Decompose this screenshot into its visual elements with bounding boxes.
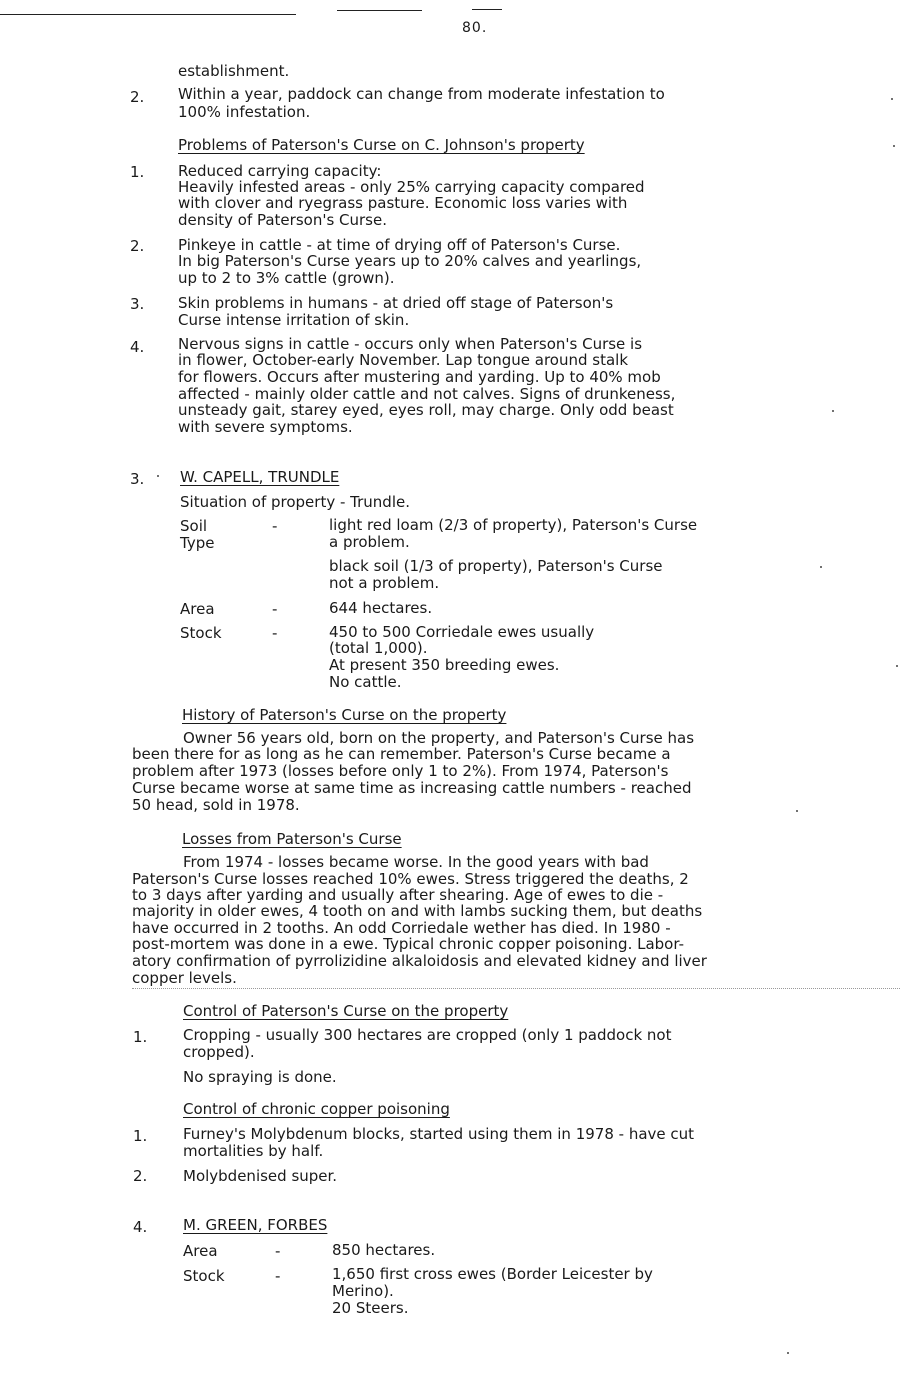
- capell-losses-line: post-mortem was done in a ewe. Typical chronic copper poisoning. Labor-: [132, 935, 684, 953]
- capell-copper-number: 1.: [133, 1127, 148, 1145]
- capell-copper-line: Molybdenised super.: [183, 1167, 338, 1185]
- capell-number: 3.: [130, 470, 145, 488]
- top-rule-left: [0, 14, 296, 15]
- intro-item-line: 100% infestation.: [178, 103, 311, 121]
- top-rule-right: [472, 9, 502, 10]
- johnson-item-number: 2.: [130, 237, 145, 255]
- capell-soil-value: not a problem.: [329, 574, 440, 592]
- capell-copper-line: Furney's Molybdenum blocks, started using them in 1978 - have cut: [183, 1125, 695, 1143]
- johnson-item-line: affected - mainly older cattle and not calves. Signs of drunkeness,: [178, 385, 676, 403]
- johnson-heading: Problems of Paterson's Curse on C. Johnson's property: [178, 136, 585, 154]
- capell-soil-dash: -: [272, 517, 278, 535]
- capell-history-line: problem after 1973 (losses before only 1 to 2%). From 1974, Paterson's: [132, 762, 669, 780]
- green-area-value: 850 hectares.: [332, 1241, 436, 1259]
- johnson-item-line: unsteady gait, starey eyed, eyes roll, may charge. Only odd beast: [178, 401, 674, 419]
- scan-speck: [896, 665, 898, 667]
- johnson-item-line: Heavily infested areas - only 25% carrying capacity compared: [178, 178, 645, 196]
- johnson-item-line: Curse intense irritation of skin.: [178, 311, 410, 329]
- green-area-dash: -: [275, 1242, 281, 1260]
- capell-losses-line: Paterson's Curse losses reached 10% ewes. Stress triggered the deaths, 2: [132, 870, 689, 888]
- johnson-item-line: Skin problems in humans - at dried off stage of Paterson's: [178, 294, 614, 312]
- scan-speck: [820, 566, 822, 568]
- page-number: 80.: [462, 20, 488, 36]
- green-heading: M. GREEN, FORBES: [183, 1216, 328, 1234]
- capell-soil-value: light red loam (2/3 of property), Paterson's Curse: [329, 516, 698, 534]
- capell-losses-line: From 1974 - losses became worse. In the good years with bad: [183, 853, 649, 871]
- intro-line: establishment.: [178, 62, 290, 80]
- capell-losses-line: to 3 days after yarding and usually after shearing. Age of ewes to die -: [132, 886, 664, 904]
- capell-losses-line: atory confirmation of pyrrolizidine alkaloidosis and elevated kidney and liver: [132, 952, 707, 970]
- scan-speck: [891, 98, 893, 100]
- capell-losses-heading: Losses from Paterson's Curse: [182, 830, 402, 848]
- top-rule-mid: [337, 10, 422, 11]
- capell-soil-value: a problem.: [329, 533, 410, 551]
- capell-stock-dash: -: [272, 624, 278, 642]
- green-stock-label: Stock: [183, 1267, 225, 1285]
- capell-control-line: cropped).: [183, 1043, 255, 1061]
- capell-losses-line: copper levels.: [132, 969, 237, 987]
- green-area-label: Area: [183, 1242, 218, 1260]
- johnson-item-number: 4.: [130, 338, 145, 356]
- scan-speck: [157, 475, 159, 477]
- intro-item-number: 2.: [130, 88, 145, 106]
- scan-speck: [796, 810, 798, 812]
- capell-control-heading: Control of Paterson's Curse on the property: [183, 1002, 509, 1020]
- capell-copper-heading: Control of chronic copper poisoning: [183, 1100, 450, 1118]
- capell-soil-value: black soil (1/3 of property), Paterson's Curse: [329, 557, 663, 575]
- capell-control-number: 1.: [133, 1028, 148, 1046]
- capell-stock-label: Stock: [180, 624, 222, 642]
- johnson-item-line: with clover and ryegrass pasture. Economic loss varies with: [178, 194, 628, 212]
- johnson-item-line: for flowers. Occurs after mustering and yarding. Up to 40% mob: [178, 368, 661, 386]
- capell-losses-line: majority in older ewes, 4 tooth on and with lambs sucking them, but deaths: [132, 902, 703, 920]
- johnson-item-line: Reduced carrying capacity:: [178, 162, 382, 180]
- capell-soil-label: Soil: [180, 517, 208, 535]
- green-number: 4.: [133, 1218, 148, 1236]
- scan-speck: [787, 1352, 789, 1354]
- capell-control-line: Cropping - usually 300 hectares are cropped (only 1 paddock not: [183, 1026, 672, 1044]
- scan-speck: [893, 145, 895, 147]
- johnson-item-line: Pinkeye in cattle - at time of drying off of Paterson's Curse.: [178, 236, 621, 254]
- capell-losses-line: have occurred in 2 tooths. An odd Corriedale wether has died. In 1980 -: [132, 919, 671, 937]
- capell-copper-line: mortalities by half.: [183, 1142, 324, 1160]
- capell-stock-value: 450 to 500 Corriedale ewes usually: [329, 623, 595, 641]
- green-stock-value: 1,650 first cross ewes (Border Leicester by: [332, 1265, 653, 1283]
- johnson-item-number: 3.: [130, 295, 145, 313]
- capell-soil-label: Type: [180, 534, 215, 552]
- capell-situation: Situation of property - Trundle.: [180, 493, 410, 511]
- capell-area-value: 644 hectares.: [329, 599, 433, 617]
- green-stock-value: Merino).: [332, 1282, 394, 1300]
- green-stock-value: 20 Steers.: [332, 1299, 409, 1317]
- johnson-item-line: In big Paterson's Curse years up to 20% calves and yearlings,: [178, 252, 642, 270]
- capell-history-line: Owner 56 years old, born on the property, and Paterson's Curse has: [183, 729, 695, 747]
- johnson-item-line: Nervous signs in cattle - occurs only when Paterson's Curse is: [178, 335, 643, 353]
- johnson-item-line: up to 2 to 3% cattle (grown).: [178, 269, 395, 287]
- capell-stock-value: (total 1,000).: [329, 639, 428, 657]
- capell-area-label: Area: [180, 600, 215, 618]
- capell-area-dash: -: [272, 600, 278, 618]
- capell-history-line: Curse became worse at same time as increasing cattle numbers - reached: [132, 779, 692, 797]
- capell-history-line: 50 head, sold in 1978.: [132, 796, 300, 814]
- capell-history-heading: History of Paterson's Curse on the property: [182, 706, 507, 724]
- capell-stock-value: No cattle.: [329, 673, 402, 691]
- scan-dotted-line: [132, 988, 900, 989]
- johnson-item-number: 1.: [130, 163, 145, 181]
- capell-stock-value: At present 350 breeding ewes.: [329, 656, 560, 674]
- scan-speck: [832, 410, 834, 412]
- johnson-item-line: density of Paterson's Curse.: [178, 211, 387, 229]
- green-stock-dash: -: [275, 1267, 281, 1285]
- johnson-item-line: in flower, October-early November. Lap tongue around stalk: [178, 351, 629, 369]
- capell-history-line: been there for as long as he can remember. Paterson's Curse became a: [132, 745, 671, 763]
- intro-item-line: Within a year, paddock can change from moderate infestation to: [178, 85, 665, 103]
- capell-control-note: No spraying is done.: [183, 1068, 337, 1086]
- capell-heading: W. CAPELL, TRUNDLE: [180, 468, 340, 486]
- capell-copper-number: 2.: [133, 1167, 148, 1185]
- johnson-item-line: with severe symptoms.: [178, 418, 353, 436]
